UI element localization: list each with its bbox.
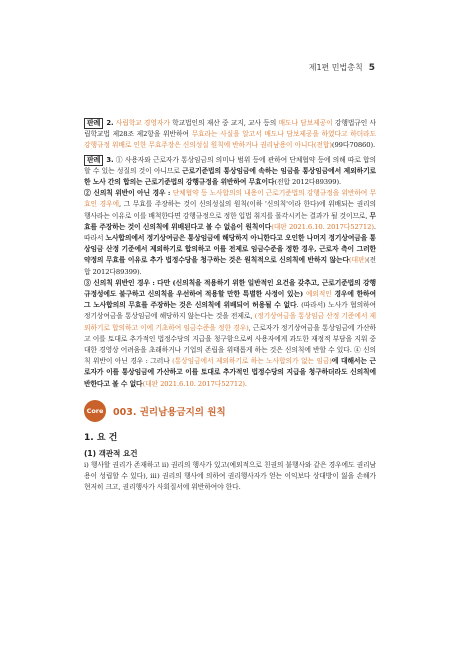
subsection-heading: (1) 객관적 요건 [84, 448, 138, 458]
content-body [84, 118, 376, 493]
subsection-text: ⅰ) 행사할 권리가 존재하고 ⅱ) 권리의 행사가 있고(예외적으로 친권의 불행사와 같은 경우에도 권리남용이 성립할 수 있다), ⅲ) 권리의 행사에 의하여 권리행사자가 얻는 이익보다 상대방이 잃을 손해가 현저히 크고, 권리행사가 사회질서에 위반하여야 한다. [84, 460, 376, 492]
section-heading: 1. 요 건 [84, 432, 118, 443]
case-number: 3. [106, 155, 114, 164]
case-3-point-2: ② 신의칙 위반이 아닌 경우 : 단체협약 등 노사합의의 내용이 근로기준법의 강행규정을 위반하여 무효인 경우에, 그 무효를 주장하는 것이 신의성실의 원칙(이하 '신의칙'이라 한다)에 위배되는 권리의 행사라는 이유로 이를 배척한다면 강행규정으로 정한 입법 취지를 몰각시키는 결과가 될 것이므로, 무효를 주장하는 것이 신의칙에 위배된다고 볼 수 없음이 원칙이다(대판 2021.6.10. 2017다52712). 따라서 노사합의에서 정기상여금은 통상임금에 해당하지 아니한다고 오인한 나머지 정기상여금을 통상임금 산정 기준에서 제외하기로 합의하고 이를 전제로 임금수준을 정한 경우, 근로자 측이 그러한 약정의 무효를 이유로 추가 법정수당을 청구하는 것은 원칙적으로 신의칙에 반하지 않는다(대판)(전합 2012다89399). [84, 189, 376, 276]
core-heading [84, 400, 376, 422]
core-badge: Core [84, 400, 106, 422]
case-2: 판례 2. 사립학교 경영자가 학교법인의 재산 중 교지, 교사 등의 매도나 담보제공이 강행법규인 사립학교법 제28조 제2항을 위반하여 무효라는 사실을 알고서 매도나 담보제공을 하였다고 하더라도 강행규정 위배로 인한 무효주장은 신의성실 원칙에 반하거나 권리남용이 아니다(전합)(99다70860). [84, 119, 377, 150]
case-tag: 판례 [84, 118, 103, 129]
case-number: 2. [106, 119, 114, 127]
case-3: 판례 3. ① 사용자와 근로자가 통상임금의 의미나 범위 등에 관하여 단체협약 등에 의해 따로 합의할 수 있는 성질의 것이 아니므로 근로기준법의 통상임금에 속하는 임금을 통상임금에서 제외하기로 한 노사 간의 합의는 근로기준법의 강행규정을 위반하여 무효이다(전합 2012다89399). [84, 155, 377, 187]
case-3-point-3: ③ 신의칙 위반인 경우 : 다만 (신의칙을 적용하기 위한 일반적인 요건을 갖추고, 근로기준법의 강행규정성에도 불구하고 신의칙을 우선하여 적용할 만한 특별한 사정이 있는) 예외적인 경우에 한하여 그 노사합의의 무효를 주장하는 것은 신의칙에 위배되어 허용될 수 없다. (따라서) 노사가 협의하여 정기상여금을 통상임금에 해당하지 않는다는 것을 전제로, (정기상여금을 통상임금 산정 기준에서 제외하기로 합의하고 이에 기초하여 임금수준을 정한 경우), 근로자가 정기상여금을 통상임금에 가산하고 이를 토대로 추가적인 법정수당의 지급을 청구함으로써 사용자에게 과도한 재정적 부담을 지워 중대한 경영상 어려움을 초래하거나 기업의 존립을 위태롭게 하는 것은 신의칙에 반할 수 있다. ④ 신의칙 위반이 아닌 경우 : 그러나 (통상임금에서 제외하기로 하는 노사합의가 없는 임금)에 대해서는 근로자가 이를 통상임금에 가산하고 이를 토대로 추가적인 법정수당의 지급을 청구하더라도 신의칙에 반한다고 볼 수 없다(대판 2021.6.10. 2017다52712). [84, 278, 376, 388]
core-title: 003. 권리남용금지의 원칙 [113, 406, 226, 418]
page-number: 5 [368, 63, 375, 73]
case-tag: 판례 [84, 155, 103, 166]
running-header [309, 62, 375, 73]
header-title: 제1편 민법총칙 [308, 63, 363, 72]
